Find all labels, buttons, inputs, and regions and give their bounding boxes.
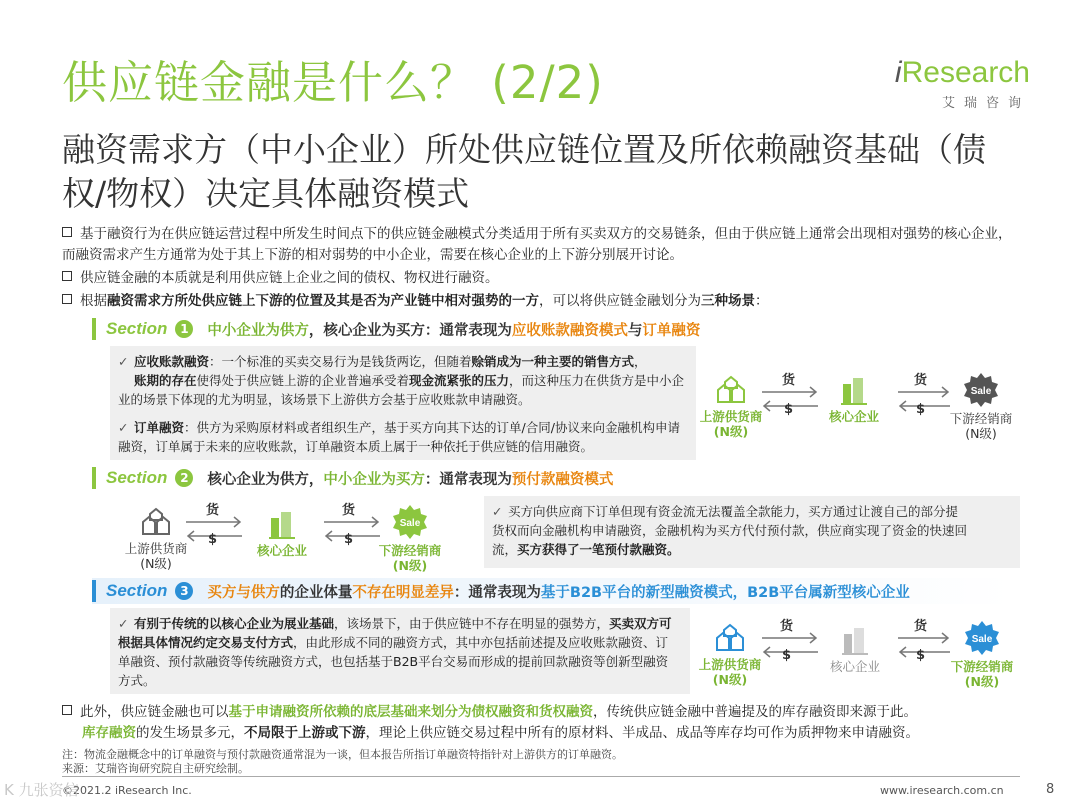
section-3-t3: 不存在明显差异 bbox=[352, 584, 454, 601]
goods-label-6: 货 bbox=[914, 619, 928, 634]
bullet-3-a: 根据 bbox=[80, 293, 107, 309]
logo-cn: 艾瑞咨询 bbox=[941, 96, 1030, 111]
sale-text: Sale bbox=[399, 518, 421, 529]
box1-p1-d: ， bbox=[634, 354, 647, 369]
footer-copyright: ©2021.2 iResearch Inc. bbox=[62, 784, 192, 797]
goods-label-5: 货 bbox=[780, 619, 794, 634]
downstream-dealer-node-1 bbox=[948, 372, 1014, 441]
bullet-square-icon bbox=[62, 227, 72, 237]
goods-label-2: 货 bbox=[914, 373, 928, 388]
money-label-4: $ bbox=[344, 532, 354, 547]
box1-p1-e: 账期的存在 bbox=[134, 373, 197, 388]
sale-badge-icon bbox=[963, 372, 999, 408]
box3-p-d: ，由此形成不同的融资方式，其中亦包括前述提及应收账款融资、订单融资、预付款融资等传统融资方式，也包括基于B2B平台交易而形成的提前回款融资等创新型融资方式。 bbox=[118, 635, 669, 688]
bottom-b: 基于申请融资所依赖的底层基础来划分为债权融资和货权融资 bbox=[228, 704, 593, 720]
bottom-f: 不局限于上游或下游 bbox=[244, 724, 366, 741]
section-2-header bbox=[92, 466, 613, 490]
upstream-n-level-2: (N级) bbox=[140, 556, 172, 571]
bullet-3-b: 融资需求方所处供应链上下游的位置及其是否为产业链中相对强势的一方 bbox=[107, 293, 539, 309]
section-1-t4: 与 bbox=[627, 322, 643, 339]
section-1-t5: 订单融资 bbox=[642, 322, 701, 339]
money-label-2: $ bbox=[916, 402, 926, 417]
section-3-t5: 基于B2B平台的新型融资模式，B2B平台属新型核心企业 bbox=[540, 584, 910, 601]
upstream-label-3: 上游供货商 bbox=[698, 657, 762, 672]
box1-p1-a: 应收账款融资 bbox=[134, 354, 210, 369]
upstream-n-level: (N级) bbox=[713, 424, 749, 439]
section-2-t5: 预付款融资模式 bbox=[511, 471, 614, 488]
section-1-para-2 bbox=[118, 418, 692, 456]
page-number: 8 bbox=[1046, 782, 1055, 797]
page-subtitle: 融资需求方（中小企业）所处供应链位置及所依赖融资基础（债权/物权）决定具体融资模式 bbox=[62, 130, 986, 213]
footer-divider bbox=[62, 776, 1020, 777]
downstream-label-3: 下游经销商 bbox=[950, 659, 1014, 674]
box1-p2-a: 订单融资 bbox=[134, 420, 185, 435]
section-2-t2: ， bbox=[308, 471, 324, 488]
section-3-t4: ：通常表现为 bbox=[453, 584, 541, 601]
core-label-1: 核心企业 bbox=[828, 409, 879, 424]
section-2-bar bbox=[92, 467, 96, 489]
bullet-square-icon bbox=[62, 271, 72, 281]
section-1-bar bbox=[92, 318, 96, 340]
box3-p-b: ，该场景下，由于供应链中不存在明显的强势方， bbox=[334, 616, 610, 631]
upstream-supplier-node-3 bbox=[692, 620, 768, 687]
core-label-3: 核心企业 bbox=[829, 659, 880, 674]
sale-text: Sale bbox=[971, 634, 993, 645]
building-icon bbox=[837, 374, 871, 406]
factory-icon bbox=[139, 504, 173, 538]
bottom-a: 此外，供应链金融也可以 bbox=[80, 704, 229, 720]
downstream-dealer-node-3 bbox=[946, 620, 1018, 689]
bullet-2 bbox=[62, 268, 499, 289]
bullet-square-icon bbox=[62, 294, 72, 304]
section-2-t1: 核心企业为供方 bbox=[207, 471, 309, 488]
bottom-e: 的发生场景多元， bbox=[136, 724, 244, 741]
section-1-para-1 bbox=[118, 352, 692, 409]
bottom-g: ，理论上供应链交易过程中所有的原材料、半成品、成品等库存均可作为质押物来申请融资。 bbox=[365, 724, 919, 741]
check-icon: ✓ bbox=[118, 616, 129, 631]
check-icon: ✓ bbox=[118, 420, 129, 435]
section-3-bar bbox=[92, 580, 96, 602]
section-2-word: Section bbox=[106, 468, 168, 487]
bottom-c: ，传统供应链金融中普遍提及的库存融资即来源于此。 bbox=[593, 704, 917, 720]
logo-word: Research bbox=[901, 56, 1030, 89]
section-1-word: Section bbox=[106, 319, 168, 338]
goods-label-3: 货 bbox=[206, 503, 220, 518]
box1-p1-g: 现金流紧张的压力 bbox=[409, 373, 510, 388]
box2-p-a: 买方向供应商下订单但现有资金流无法覆盖全款能力，买方通过让渡自己的部分提货权而向金融机构申请融资，金融机构为买方代付预付款，供应商实现了资金的快速回流， bbox=[492, 504, 968, 557]
downstream-n-level-3: (N级) bbox=[964, 674, 1000, 689]
section-1-t3: 应收账款融资模式 bbox=[511, 322, 628, 339]
goods-label-4: 货 bbox=[342, 503, 356, 518]
footer-website: www.iresearch.com.cn bbox=[880, 784, 1004, 797]
box3-p-c: 买卖双方可根据具体情况约定交易支付方式 bbox=[118, 616, 672, 650]
box3-p-a: 有别于传统的以核心企业为展业基础 bbox=[134, 616, 335, 631]
section-2-number: 2 bbox=[175, 469, 193, 487]
logo-i: i bbox=[894, 56, 902, 89]
factory-icon bbox=[714, 372, 748, 406]
box1-p2-b: ：供方为采购原材料或者组织生产，基于买方向其下达的订单/合同/协议来向金融机构申请融资，订单属于未来的应收账款，订单融资本质上属于一种依托于供应链的信用融资。 bbox=[118, 420, 680, 454]
bullet-2-text: 供应链金融的本质就是利用供应链上企业之间的债权、物权进行融资。 bbox=[80, 270, 499, 286]
bullet-1 bbox=[62, 224, 1022, 265]
watermark: K 九张资信 bbox=[4, 781, 79, 799]
check-icon: ✓ bbox=[492, 504, 503, 519]
section-3-word: Section bbox=[106, 581, 168, 600]
page-title: 供应链金融是什么？ (2/2) bbox=[62, 56, 604, 109]
bullet-4 bbox=[62, 702, 1032, 743]
section-2-t3: 中小企业为买方 bbox=[323, 471, 425, 488]
section-3-t2: 的企业体量 bbox=[279, 584, 353, 601]
section-1-t1: 中小企业为供方 bbox=[207, 322, 309, 339]
section-2-t4: ：通常表现为 bbox=[424, 471, 512, 488]
section-3-t1: 买方与供方 bbox=[207, 584, 280, 601]
bullet-square-icon bbox=[62, 705, 72, 715]
sale-text: Sale bbox=[970, 386, 992, 397]
goods-label-1: 货 bbox=[782, 373, 796, 388]
building-icon bbox=[838, 624, 872, 656]
upstream-n-level-3: (N级) bbox=[712, 672, 748, 687]
core-enterprise-node-1 bbox=[822, 374, 886, 424]
core-enterprise-node-2 bbox=[250, 508, 314, 558]
section-3-header bbox=[92, 579, 910, 603]
iresearch-logo bbox=[890, 56, 1030, 111]
upstream-supplier-node-1 bbox=[696, 372, 766, 439]
bullet-1-text: 基于融资行为在供应链运营过程中所发生时间点下的供应链金融模式分类适用于所有买卖双方的交易链条，但由于供应链上通常会出现相对强势的核心企业，而融资需求产生方通常为处于其上下游的相对弱势的中小企业，需要在核心企业的上下游分别展开讨论。 bbox=[62, 226, 1012, 263]
factory-icon bbox=[713, 620, 747, 654]
box1-p1-f: 使得处于供应链上游的企业普遍承受着 bbox=[196, 373, 410, 388]
footnote: 注：物流金融概念中的订单融资与预付款融资通常混为一谈，但本报告所指订单融资特指针对上游供方的订单融资。 bbox=[62, 748, 623, 761]
section-1-t2: ，核心企业为买方：通常表现为 bbox=[308, 322, 512, 339]
downstream-label-1: 下游经销商 bbox=[949, 411, 1013, 426]
downstream-dealer-node-2 bbox=[374, 504, 446, 573]
bullet-3 bbox=[62, 291, 769, 312]
downstream-n-level-1: (N级) bbox=[965, 426, 997, 441]
check-icon: ✓ bbox=[118, 354, 129, 369]
section-2-para bbox=[492, 502, 970, 559]
section-1-header bbox=[92, 317, 700, 341]
downstream-label-2: 下游经销商 bbox=[378, 543, 442, 558]
building-icon bbox=[265, 508, 299, 540]
sale-badge-icon bbox=[964, 620, 1000, 656]
bullet-3-d: 三种场景 bbox=[701, 293, 755, 309]
money-label-3: $ bbox=[208, 532, 218, 547]
bullet-3-c: ，可以将供应链金融划分为 bbox=[539, 293, 701, 309]
box2-p-b: 买方获得了一笔预付款融资。 bbox=[517, 542, 680, 557]
bullet-3-e: ： bbox=[755, 293, 769, 309]
box1-p1-b: ：一个标准的买卖交易行为是钱货两讫，但随着 bbox=[209, 354, 472, 369]
core-label-2: 核心企业 bbox=[256, 543, 307, 558]
upstream-label: 上游供货商 bbox=[699, 409, 763, 424]
bottom-d: 库存融资 bbox=[82, 724, 136, 741]
section-3-number: 3 bbox=[175, 582, 193, 600]
box1-p1-c: 赊销成为一种主要的销售方式 bbox=[471, 354, 635, 369]
money-label-1: $ bbox=[784, 402, 794, 417]
section-3-para bbox=[118, 614, 672, 690]
box1-p1-h: ，而这种压力在供货方是中小企业的场景下体现的尤为明显，该场景下上游供方会基于应收账款申请融资。 bbox=[118, 373, 685, 407]
core-enterprise-node-3 bbox=[822, 624, 888, 674]
sale-badge-icon bbox=[392, 504, 428, 540]
downstream-n-level-2: (N级) bbox=[392, 558, 428, 573]
section-1-number: 1 bbox=[175, 320, 193, 338]
upstream-label-2: 上游供货商 bbox=[124, 541, 188, 556]
source-note: 来源：艾瑞咨询研究院自主研究绘制。 bbox=[62, 762, 249, 775]
money-label-6: $ bbox=[916, 648, 926, 663]
money-label-5: $ bbox=[782, 648, 792, 663]
